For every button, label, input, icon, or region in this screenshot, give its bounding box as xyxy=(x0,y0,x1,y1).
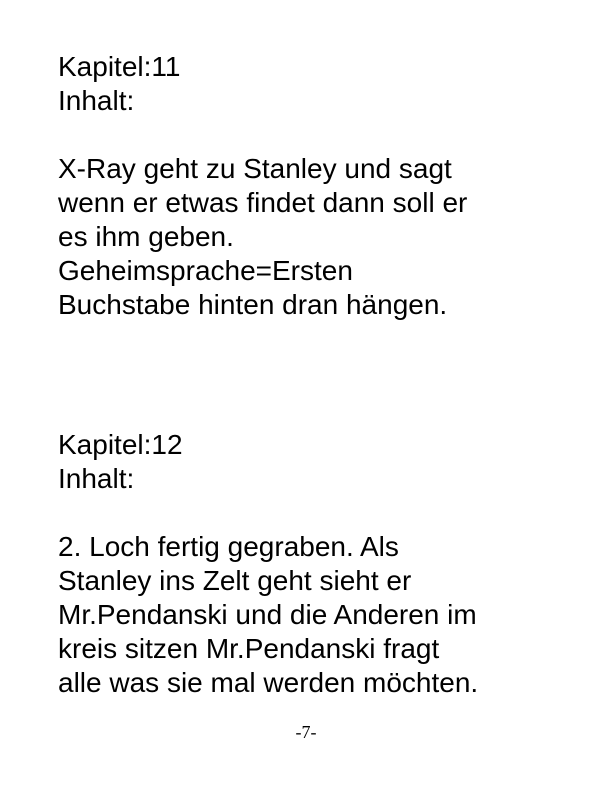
summary-line: kreis sitzen Mr.Pendanski fragt xyxy=(58,633,440,664)
summary-line: Mr.Pendanski und die Anderen im xyxy=(58,599,477,630)
content-label: Inhalt: xyxy=(58,85,135,116)
summary-line: X-Ray geht zu Stanley und sagt xyxy=(58,153,452,184)
paragraph-spacer xyxy=(58,496,578,530)
summary-line: Buchstabe hinten dran hängen. xyxy=(58,289,448,320)
chapter-11-section xyxy=(58,50,578,322)
summary-line: alle was sie mal werden möchten. xyxy=(58,667,479,698)
chapter-heading: Kapitel:12 xyxy=(58,429,183,460)
summary-line: 2. Loch fertig gegraben. Als xyxy=(58,531,399,562)
summary-line: es ihm geben. xyxy=(58,221,234,252)
paragraph-spacer xyxy=(58,118,578,152)
summary-line: wenn er etwas findet dann soll er xyxy=(58,187,468,218)
chapter-12-section xyxy=(58,428,578,700)
chapter-heading: Kapitel:11 xyxy=(58,51,181,82)
page-number: -7- xyxy=(295,722,317,742)
content-label: Inhalt: xyxy=(58,463,135,494)
summary-line: Geheimsprache=Ersten xyxy=(58,255,353,286)
summary-line: Stanley ins Zelt geht sieht er xyxy=(58,565,412,596)
